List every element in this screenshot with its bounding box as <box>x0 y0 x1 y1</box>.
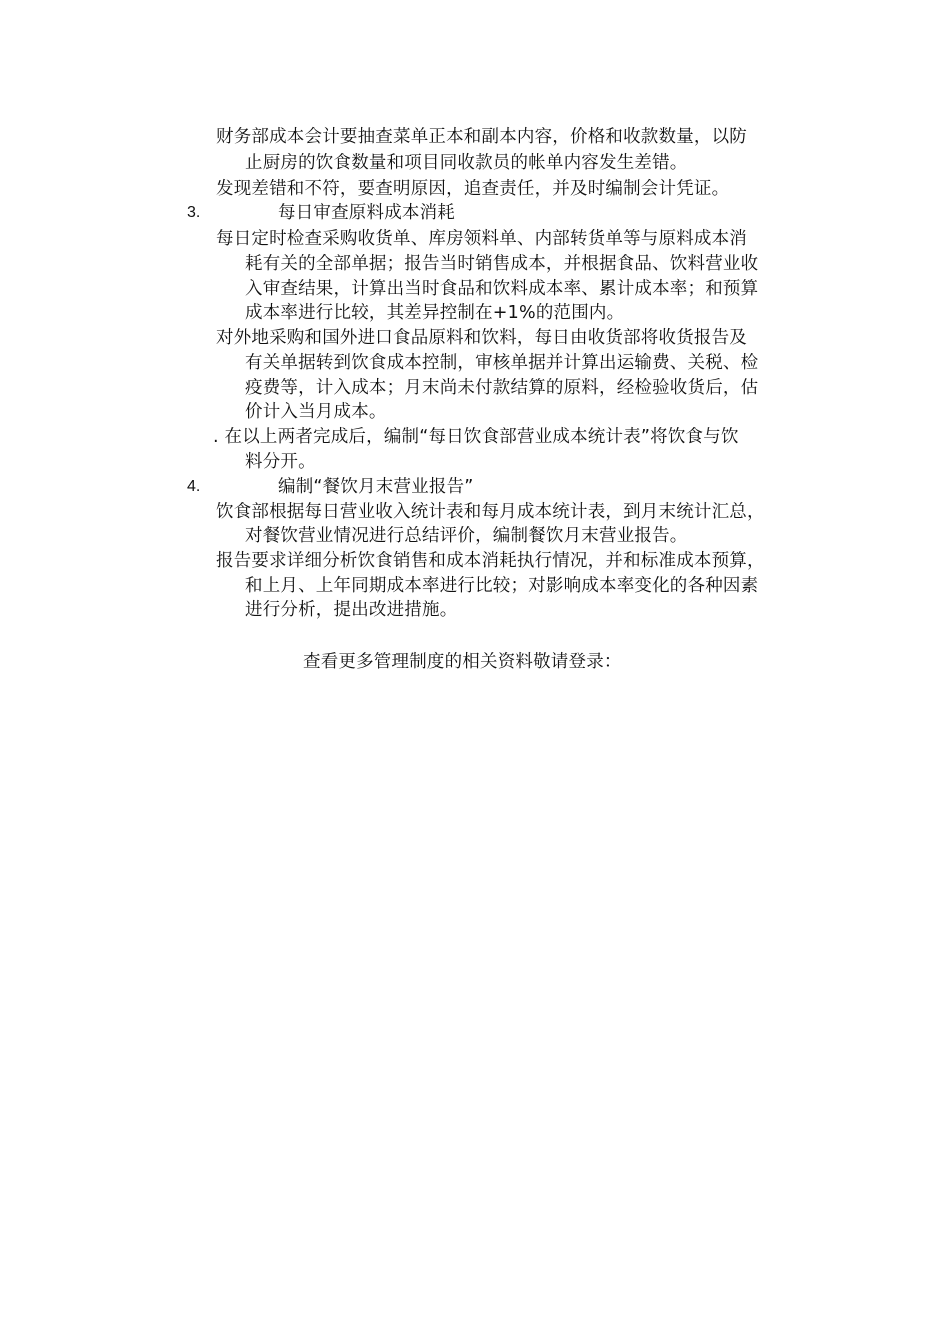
paragraph-line: 和上月、上年同期成本率进行比较；对影响成本率变化的各种因素 <box>245 576 759 596</box>
paragraph-line: . 在以上两者完成后，编制“每日饮食部营业成本统计表”将饮食与饮 <box>213 427 739 447</box>
paragraph-line: 入审查结果，计算出当时食品和饮料成本率、累计成本率；和预算 <box>245 279 759 299</box>
paragraph-line: 疫费等，计入成本；月末尚未付款结算的原料，经检验收货后，估 <box>245 378 759 398</box>
paragraph-line: 饮食部根据每日营业收入统计表和每月成本统计表，到月末统计汇总， <box>216 502 765 522</box>
section-heading: 编制“餐饮月末营业报告” <box>278 477 474 497</box>
paragraph-line: 进行分析，提出改进措施。 <box>245 600 458 620</box>
paragraph-line: 价计入当月成本。 <box>245 402 387 422</box>
section-number: 3. <box>187 204 201 221</box>
paragraph-line: 成本率进行比较，其差异控制在+1%的范围内。 <box>245 303 625 323</box>
paragraph-line: 料分开。 <box>245 452 316 472</box>
footer-note: 查看更多管理制度的相关资料敬请登录： <box>303 652 622 672</box>
section-number: 4. <box>187 478 201 495</box>
paragraph-line: 耗有关的全部单据；报告当时销售成本，并根据食品、饮料营业收 <box>245 254 759 274</box>
paragraph-line: 有关单据转到饮食成本控制，审核单据并计算出运输费、关税、检 <box>245 353 759 373</box>
paragraph-line: 止厨房的饮食数量和项目同收款员的帐单内容发生差错。 <box>245 153 688 173</box>
paragraph-line: 财务部成本会计要抽查菜单正本和副本内容，价格和收款数量，以防 <box>216 127 747 147</box>
paragraph-line: 每日定时检查采购收货单、库房领料单、内部转货单等与原料成本消 <box>216 229 747 249</box>
paragraph-line: 发现差错和不符，要查明原因，追查责任，并及时编制会计凭证。 <box>216 179 730 199</box>
paragraph-line: 对外地采购和国外进口食品原料和饮料，每日由收货部将收货报告及 <box>216 328 747 348</box>
paragraph-line: 报告要求详细分析饮食销售和成本消耗执行情况，并和标准成本预算， <box>216 551 765 571</box>
section-heading: 每日审查原料成本消耗 <box>278 203 455 223</box>
paragraph-line: 对餐饮营业情况进行总结评价，编制餐饮月末营业报告。 <box>245 526 688 546</box>
